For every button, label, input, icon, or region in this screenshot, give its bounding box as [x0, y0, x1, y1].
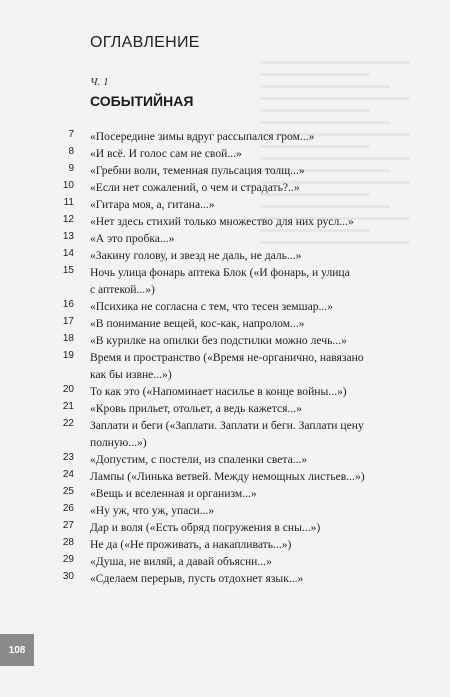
toc-entry-line: как бы извне...»): [90, 368, 172, 381]
toc-page-number: 14: [62, 248, 74, 259]
part-title: СОБЫТИЙНАЯ: [90, 93, 194, 109]
toc-entry: [0, 553, 450, 570]
toc-page-number: 19: [62, 350, 74, 361]
toc-page-number: 23: [62, 452, 74, 463]
toc-entry-title: [90, 451, 390, 468]
toc-entry: [0, 400, 450, 417]
toc-page-number: 25: [62, 486, 74, 497]
toc-entry-line: «И всё. И голос сам не свой...»: [90, 147, 242, 160]
toc-entry-line: с аптекой...»): [90, 283, 155, 296]
toc-entry-title: [90, 230, 390, 247]
toc-entry-title: [90, 298, 390, 315]
part-label: Ч. 1: [90, 76, 109, 88]
toc-entry-line: «Душа, не виляй, а давай объясни...»: [90, 555, 272, 568]
toc-entry-line: «Нет здесь стихий только множество для них русл...»: [90, 215, 354, 228]
toc-entry-title: [90, 145, 390, 162]
toc-page-number: 9: [68, 163, 74, 174]
toc-entry-title: [90, 383, 390, 400]
show-through-heading: [240, 36, 450, 52]
toc-entry-title: [90, 179, 390, 196]
toc-entry: [0, 315, 450, 332]
toc-page-number: 21: [62, 401, 74, 412]
toc-entry-line: полную...»): [90, 436, 147, 449]
page-number: 108: [0, 634, 34, 666]
toc-entry-line: «Психика не согласна с тем, что тесен земшар...»: [90, 300, 333, 313]
toc-entry-title: [90, 468, 390, 485]
toc-page-number: 20: [62, 384, 74, 395]
toc-entry-title: [90, 502, 390, 519]
toc-entry: [0, 298, 450, 315]
toc-page-number: 18: [62, 333, 74, 344]
toc-page-number: 29: [62, 554, 74, 565]
toc-entry: [0, 247, 450, 264]
toc-entry-title: [90, 162, 390, 179]
toc-entry-title: [90, 570, 390, 587]
toc-entry-line: «В курилке на опилки без подстилки можно лечь...»: [90, 334, 347, 347]
toc-entry: [0, 502, 450, 519]
toc-entry: [0, 213, 450, 230]
toc-entry-line: «Кровь прильет, отольет, а ведь кажется...»: [90, 402, 302, 415]
toc-entry-line: «Гребни волн, теменная пульсация толщ...»: [90, 164, 305, 177]
toc-entry: [0, 162, 450, 179]
toc-entry: [0, 332, 450, 349]
toc-entry: [0, 179, 450, 196]
toc-entry-line: «Закину голову, и звезд не даль, не даль...»: [90, 249, 302, 262]
toc-page-number: 12: [62, 214, 74, 225]
toc-entry-title: [90, 315, 390, 332]
toc-page-number: 27: [62, 520, 74, 531]
toc-entry-line: «Допустим, с постели, из спаленки света...»: [90, 453, 308, 466]
toc-entry-line: Лампы («Линька ветвей. Между немощных листьев...»): [90, 470, 365, 483]
toc-entry-title: [90, 553, 390, 570]
toc-page-number: 17: [62, 316, 74, 327]
toc-entry: [0, 570, 450, 587]
toc-entry-title: [90, 247, 390, 264]
toc-entry: [0, 417, 450, 451]
toc-page-number: 8: [68, 146, 74, 157]
table-of-contents: [0, 128, 450, 587]
toc-entry: [0, 128, 450, 145]
toc-entry-title: [90, 128, 390, 145]
toc-entry: [0, 349, 450, 383]
toc-page-number: 15: [62, 265, 74, 276]
toc-page-number: 30: [62, 571, 74, 582]
toc-entry-title: [90, 264, 390, 298]
page-heading: ОГЛАВЛЕНИЕ: [90, 34, 200, 51]
toc-entry-line: Ночь улица фонарь аптека Блок («И фонарь, и улица: [90, 266, 350, 279]
toc-page-number: 11: [63, 197, 74, 208]
toc-entry-line: «В понимание вещей, кос-как, напролом...»: [90, 317, 305, 330]
toc-entry-line: «Посередине зимы вдруг рассыпался гром...»: [90, 130, 315, 143]
toc-entry-line: Не да («Не проживать, а накапливать...»): [90, 538, 292, 551]
toc-page-number: 26: [62, 503, 74, 514]
toc-entry: [0, 230, 450, 247]
toc-entry-line: Время и пространство («Время не-органично, навязано: [90, 351, 364, 364]
toc-entry: [0, 485, 450, 502]
toc-entry-line: «Гитара моя, а, гитана...»: [90, 198, 215, 211]
toc-entry-title: [90, 519, 390, 536]
toc-entry: [0, 145, 450, 162]
toc-entry: [0, 264, 450, 298]
toc-entry-line: Дар и воля («Есть обряд погружения в сны...»): [90, 521, 321, 534]
toc-entry-line: «Сделаем перерыв, пусть отдохнет язык...»: [90, 572, 304, 585]
toc-entry-title: [90, 485, 390, 502]
toc-page-number: 22: [62, 418, 74, 429]
toc-entry-line: То как это («Напоминает насилье в конце войны...»): [90, 385, 347, 398]
toc-entry: [0, 519, 450, 536]
toc-entry-line: «А это пробка...»: [90, 232, 175, 245]
toc-entry-title: [90, 196, 390, 213]
toc-page-number: 16: [62, 299, 74, 310]
toc-entry-line: «Вещь и вселенная и организм...»: [90, 487, 257, 500]
toc-entry-title: [90, 213, 390, 230]
toc-entry-title: [90, 536, 390, 553]
toc-entry-line: «Если нет сожалений, о чем и страдать?..»: [90, 181, 300, 194]
toc-entry-title: [90, 400, 390, 417]
toc-entry: [0, 536, 450, 553]
toc-page-number: 24: [62, 469, 74, 480]
toc-entry-line: Заплати и беги («Заплати. Заплати и беги. Заплати цену: [90, 419, 364, 432]
toc-entry: [0, 451, 450, 468]
toc-page-number: 13: [62, 231, 74, 242]
toc-entry: [0, 468, 450, 485]
toc-entry: [0, 196, 450, 213]
toc-page-number: 10: [62, 180, 74, 191]
toc-entry-line: «Ну уж, что уж, упаси...»: [90, 504, 215, 517]
toc-entry: [0, 383, 450, 400]
toc-page-number: 7: [68, 129, 74, 140]
toc-entry-title: [90, 349, 390, 383]
toc-entry-title: [90, 417, 390, 451]
toc-page-number: 28: [62, 537, 74, 548]
toc-entry-title: [90, 332, 390, 349]
